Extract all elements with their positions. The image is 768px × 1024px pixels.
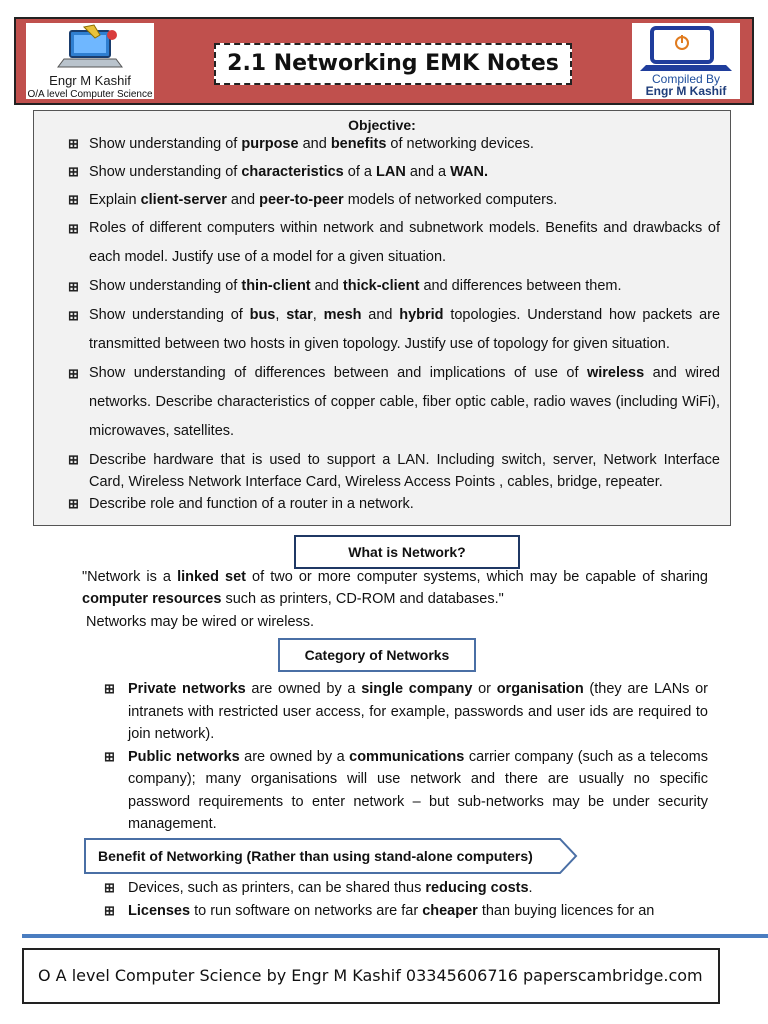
laptop-icon xyxy=(26,23,154,73)
objective-box xyxy=(33,110,731,526)
page-title: 2.1 Networking EMK Notes xyxy=(214,43,572,85)
objective-item xyxy=(68,493,720,515)
bullet-icon: ⊞ xyxy=(68,308,79,323)
objective-text: Roles of different computers within network and subnetwork models. Benefits and drawbacks of each model. Justify use of a model for a given situation. xyxy=(89,220,720,265)
bullet-icon: ⊞ xyxy=(104,902,115,918)
bullet-icon: ⊞ xyxy=(68,279,79,294)
objective-item xyxy=(68,301,720,359)
objective-list xyxy=(68,133,720,515)
objective-item xyxy=(68,161,720,183)
footer-divider xyxy=(22,934,768,938)
author-logo-left xyxy=(26,23,154,99)
category-list xyxy=(104,678,708,836)
benefit-list xyxy=(104,877,708,922)
objective-text: Show understanding of purpose and benefits of networking devices. xyxy=(89,136,534,152)
objective-item xyxy=(68,359,720,446)
objective-text: Describe hardware that is used to support a LAN. Including switch, server, Network Interface Card, Wireless Network Interface Card, Wireless Access Points , cables, bridge, repeater. xyxy=(89,452,720,490)
category-text: Public networks are owned by a communications carrier company (such as a telecoms company); many organisations will use network and there are usually no specific password requirements to enter network – but sub-networks may be under security management. xyxy=(128,748,708,832)
compiler-logo-right xyxy=(632,23,740,99)
bullet-icon: ⊞ xyxy=(104,681,115,696)
bullet-icon: ⊞ xyxy=(68,496,79,511)
objective-text: Show understanding of characteristics of a LAN and a WAN. xyxy=(89,164,488,180)
compiler-name: Engr M Kashif xyxy=(645,84,727,98)
objective-text: Explain client-server and peer-to-peer models of networked computers. xyxy=(89,192,558,208)
footer-box: O A level Computer Science by Engr M Kashif 03345606716 paperscambridge.com xyxy=(22,948,720,1004)
benefit-item xyxy=(104,900,708,923)
logo-tagline: O/A level Computer Science xyxy=(27,89,153,100)
objective-item xyxy=(68,133,720,155)
objective-text: Show understanding of thin-client and thick-client and differences between them. xyxy=(89,278,622,294)
category-text: Private networks are owned by a single company or organisation (they are LANs or intranets with restricted user access, for example, passwords and user ids are required to join network). xyxy=(128,681,708,742)
bullet-icon: ⊞ xyxy=(68,366,79,381)
section-heading-benefit xyxy=(84,838,578,874)
objective-heading: Objective: xyxy=(348,117,416,133)
section-heading-network: What is Network? xyxy=(294,535,520,569)
benefit-text: Licenses to run software on networks are far cheaper than buying licences for an xyxy=(128,902,655,919)
objective-text: Show understanding of bus, star, mesh and hybrid topologies. Understand how packets are transmitted between two hosts in given topology. Justify use of topology for given situation. xyxy=(89,307,721,352)
network-note: Networks may be wired or wireless. xyxy=(86,614,315,630)
bullet-icon: ⊞ xyxy=(68,136,79,151)
header-banner xyxy=(14,17,754,105)
section-heading-category: Category of Networks xyxy=(278,638,476,672)
objective-text: Describe role and function of a router in a network. xyxy=(89,496,414,512)
objective-item xyxy=(68,272,720,301)
network-definition: "Network is a linked set of two or more computer systems, which may be capable of sharing computer resources such as printers, CD-ROM and databases." xyxy=(82,569,708,607)
bullet-icon: ⊞ xyxy=(104,748,115,764)
benefit-text: Devices, such as printers, can be shared thus reducing costs. xyxy=(128,880,533,896)
computer-icon xyxy=(632,23,740,73)
bullet-icon: ⊞ xyxy=(68,164,79,179)
bullet-icon: ⊞ xyxy=(68,192,79,207)
bullet-icon: ⊞ xyxy=(68,221,79,236)
benefit-item xyxy=(104,877,708,900)
bullet-icon: ⊞ xyxy=(68,452,79,467)
objective-text: Show understanding of differences between and implications of use of wireless and wired networks. Describe characteristics of copper cable, fiber optic cable, radio waves (including WiFi), microwaves, satellites. xyxy=(89,365,720,439)
objective-item xyxy=(68,449,720,493)
benefit-heading-text: Benefit of Networking (Rather than using stand-alone computers) xyxy=(98,848,533,864)
compiled-by-label: Compiled By xyxy=(651,72,721,86)
objective-item xyxy=(68,189,720,211)
bullet-icon: ⊞ xyxy=(104,880,115,895)
objective-item xyxy=(68,214,720,272)
category-item xyxy=(104,746,708,836)
category-item xyxy=(104,678,708,746)
logo-name: Engr M Kashif xyxy=(49,73,131,88)
